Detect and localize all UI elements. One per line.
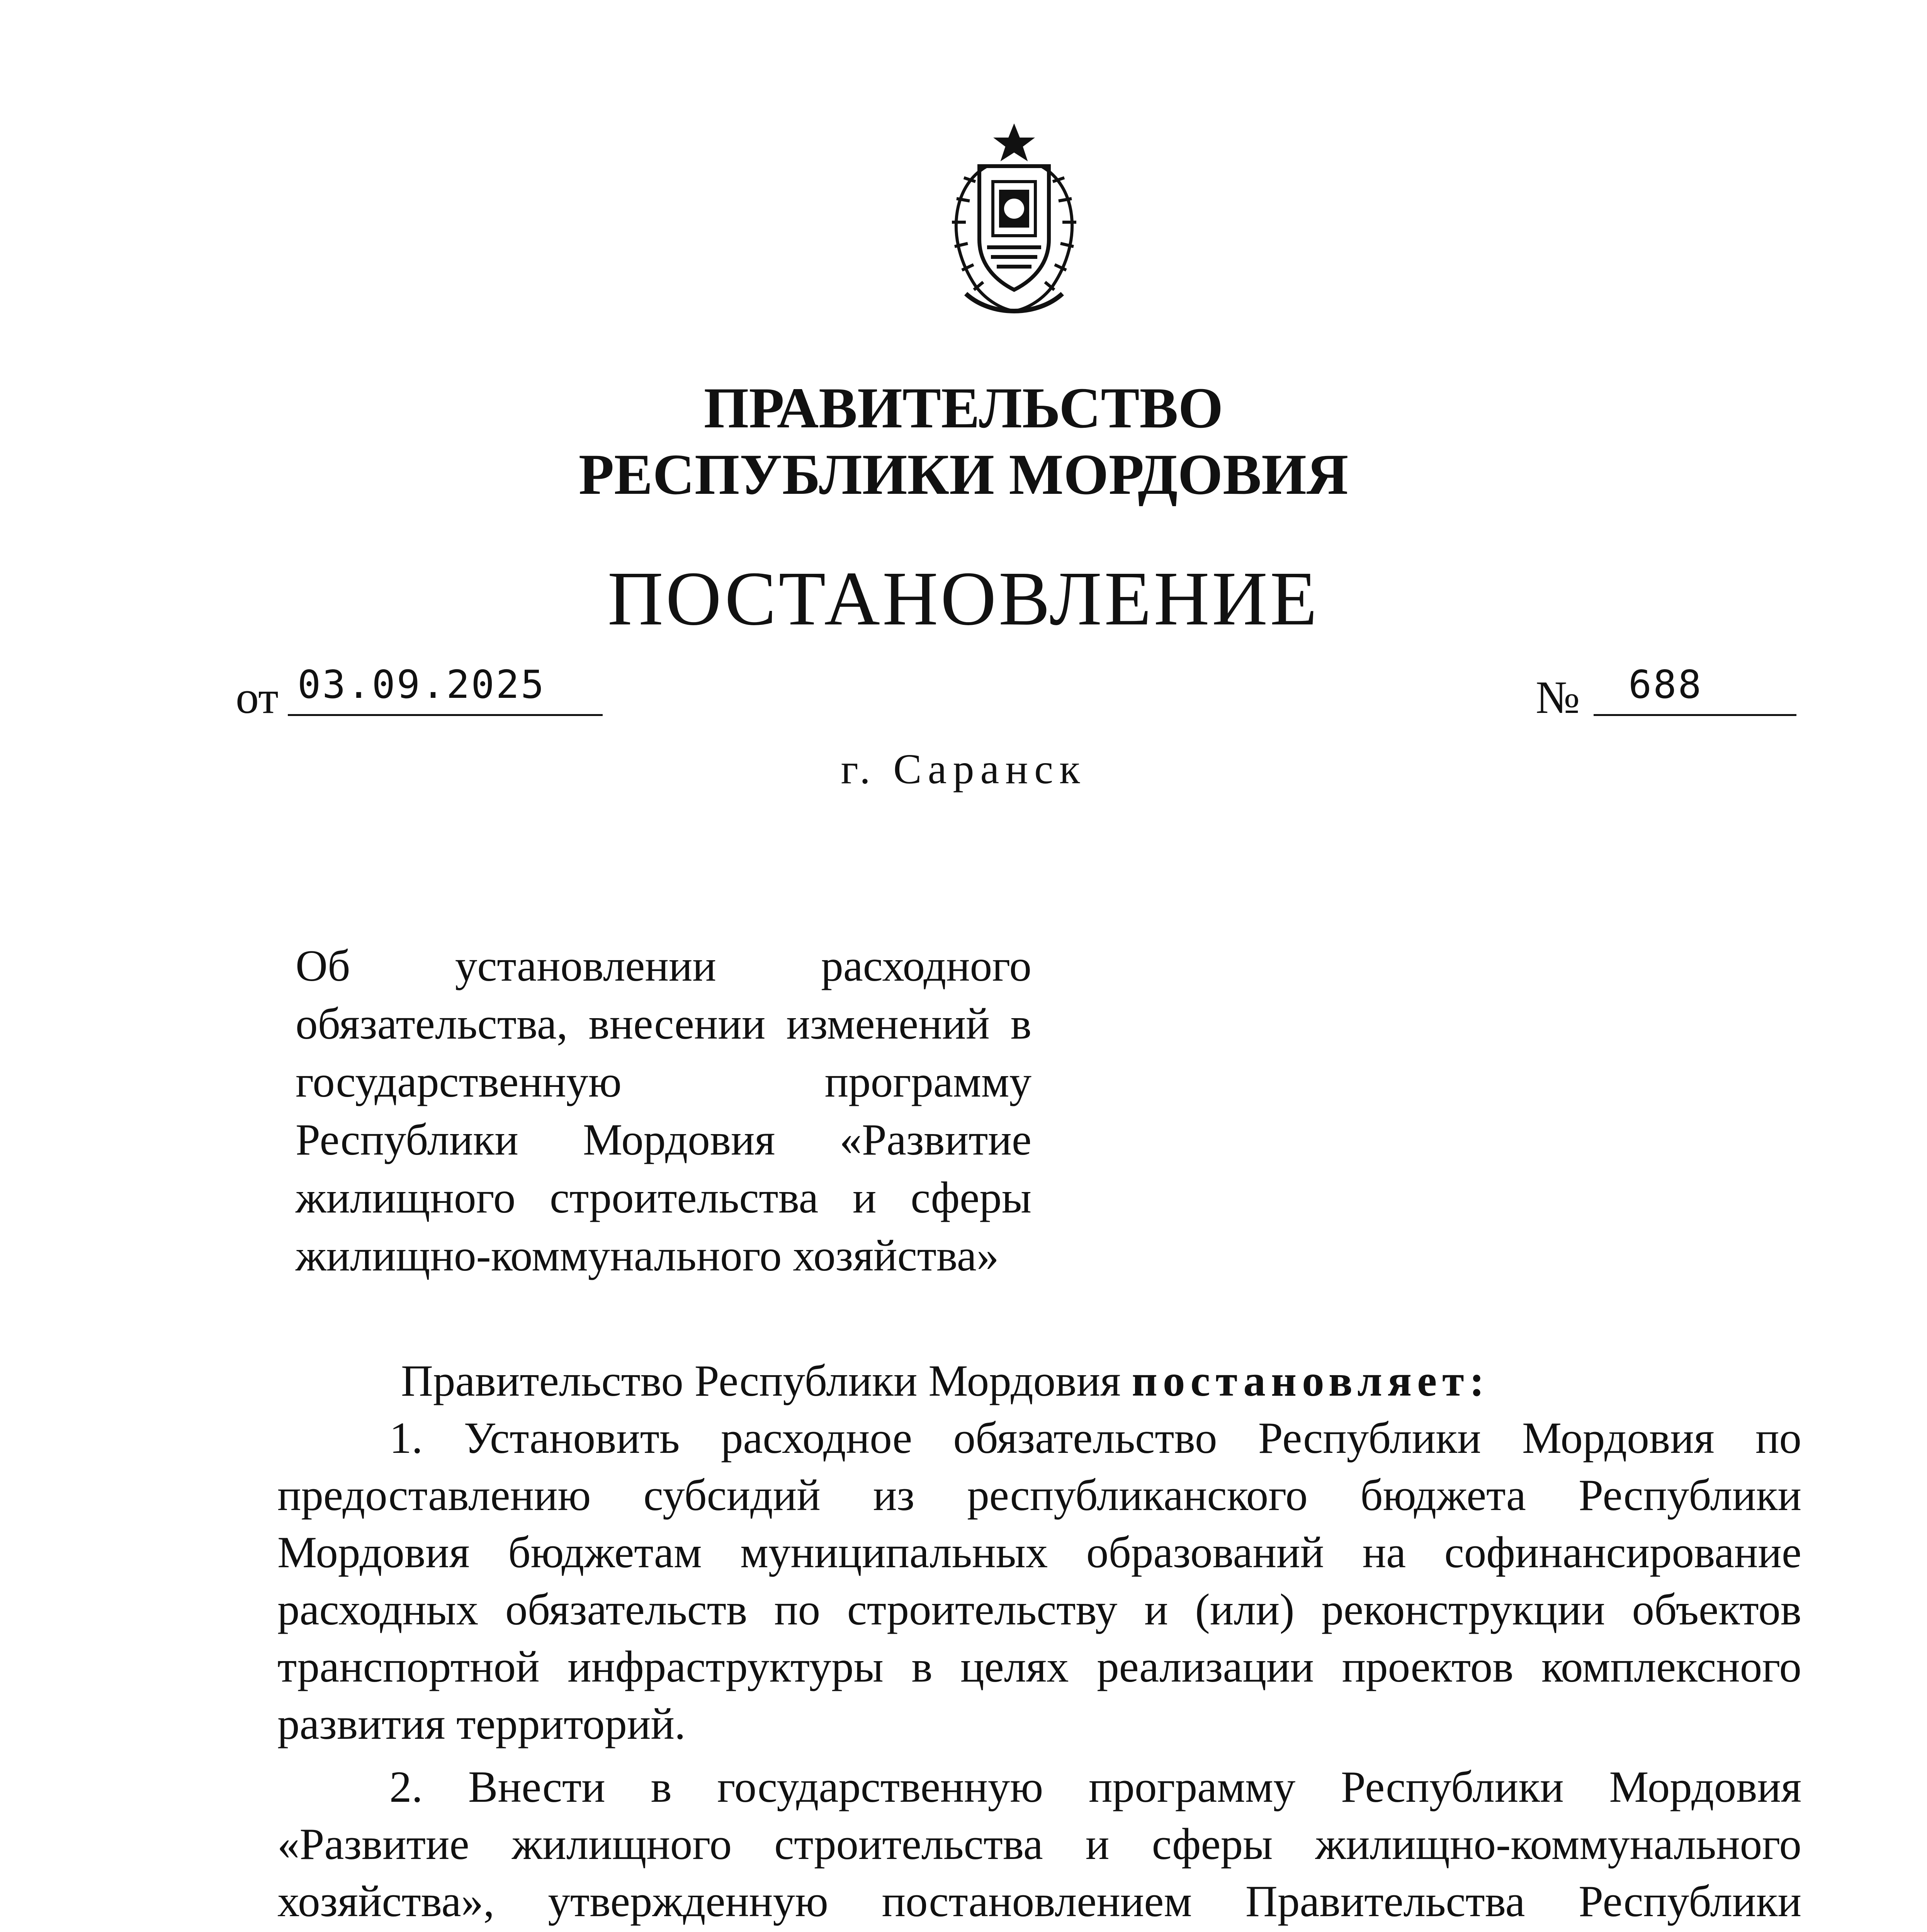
government-title	[0, 375, 1927, 508]
document-subject	[296, 937, 1031, 1285]
city: г. Саранск	[841, 745, 1086, 793]
paragraph-1-line: транспортной инфраструктуры в целях реализации проектов комплексного	[277, 1642, 1801, 1691]
number-label: №	[1536, 672, 1580, 723]
intro-text: Правительство Республики Мордовия	[401, 1356, 1121, 1405]
paragraph-1-line: развития территорий.	[277, 1699, 686, 1748]
paragraph-1-line: Мордовия бюджетам муниципальных образований на софинансирование	[277, 1528, 1801, 1577]
paragraph-2-line: «Развитие жилищного строительства и сферы жилищно-коммунального	[277, 1820, 1801, 1869]
document-type: ПОСТАНОВЛЕНИЕ	[607, 556, 1320, 641]
paragraph-1-line: расходных обязательств по строительству и (или) реконструкции объектов	[277, 1585, 1801, 1634]
government-title-line-1: ПРАВИТЕЛЬСТВО	[704, 376, 1223, 440]
paragraph-2-line: 2. Внести в государственную программу Республики Мордовия	[389, 1762, 1801, 1811]
subject-line: Об установлении расходного	[296, 941, 1031, 990]
number-underline	[1594, 714, 1796, 716]
document-number: 688	[1628, 662, 1703, 707]
intro-verb: постановляет:	[1132, 1356, 1490, 1405]
body-intro	[277, 1352, 1801, 1410]
paragraph-2-line	[277, 1930, 1801, 1932]
coat-of-arms-icon	[929, 124, 1099, 325]
paragraph-1-line: предоставлению субсидий из республиканского бюджета Республики	[277, 1471, 1801, 1520]
date-label: от	[236, 672, 279, 723]
paragraph-2-line: хозяйства», утвержденную постановлением Правительства Республики	[277, 1877, 1801, 1926]
document-date: 03.09.2025	[297, 662, 546, 707]
subject-line: Республики Мордовия «Развитие	[296, 1115, 1031, 1164]
document-body	[277, 1352, 1801, 1932]
subject-line: жилищно-коммунального хозяйства»	[296, 1231, 999, 1280]
date-underline	[288, 714, 603, 716]
paragraph-1-line: 1. Установить расходное обязательство Республики Мордовия по	[389, 1413, 1801, 1463]
government-title-line-2: РЕСПУБЛИКИ МОРДОВИЯ	[578, 442, 1349, 507]
subject-line: обязательства, внесении изменений в	[296, 999, 1031, 1048]
subject-line: государственную программу	[296, 1057, 1031, 1106]
subject-line: жилищного строительства и сферы	[296, 1173, 1031, 1222]
